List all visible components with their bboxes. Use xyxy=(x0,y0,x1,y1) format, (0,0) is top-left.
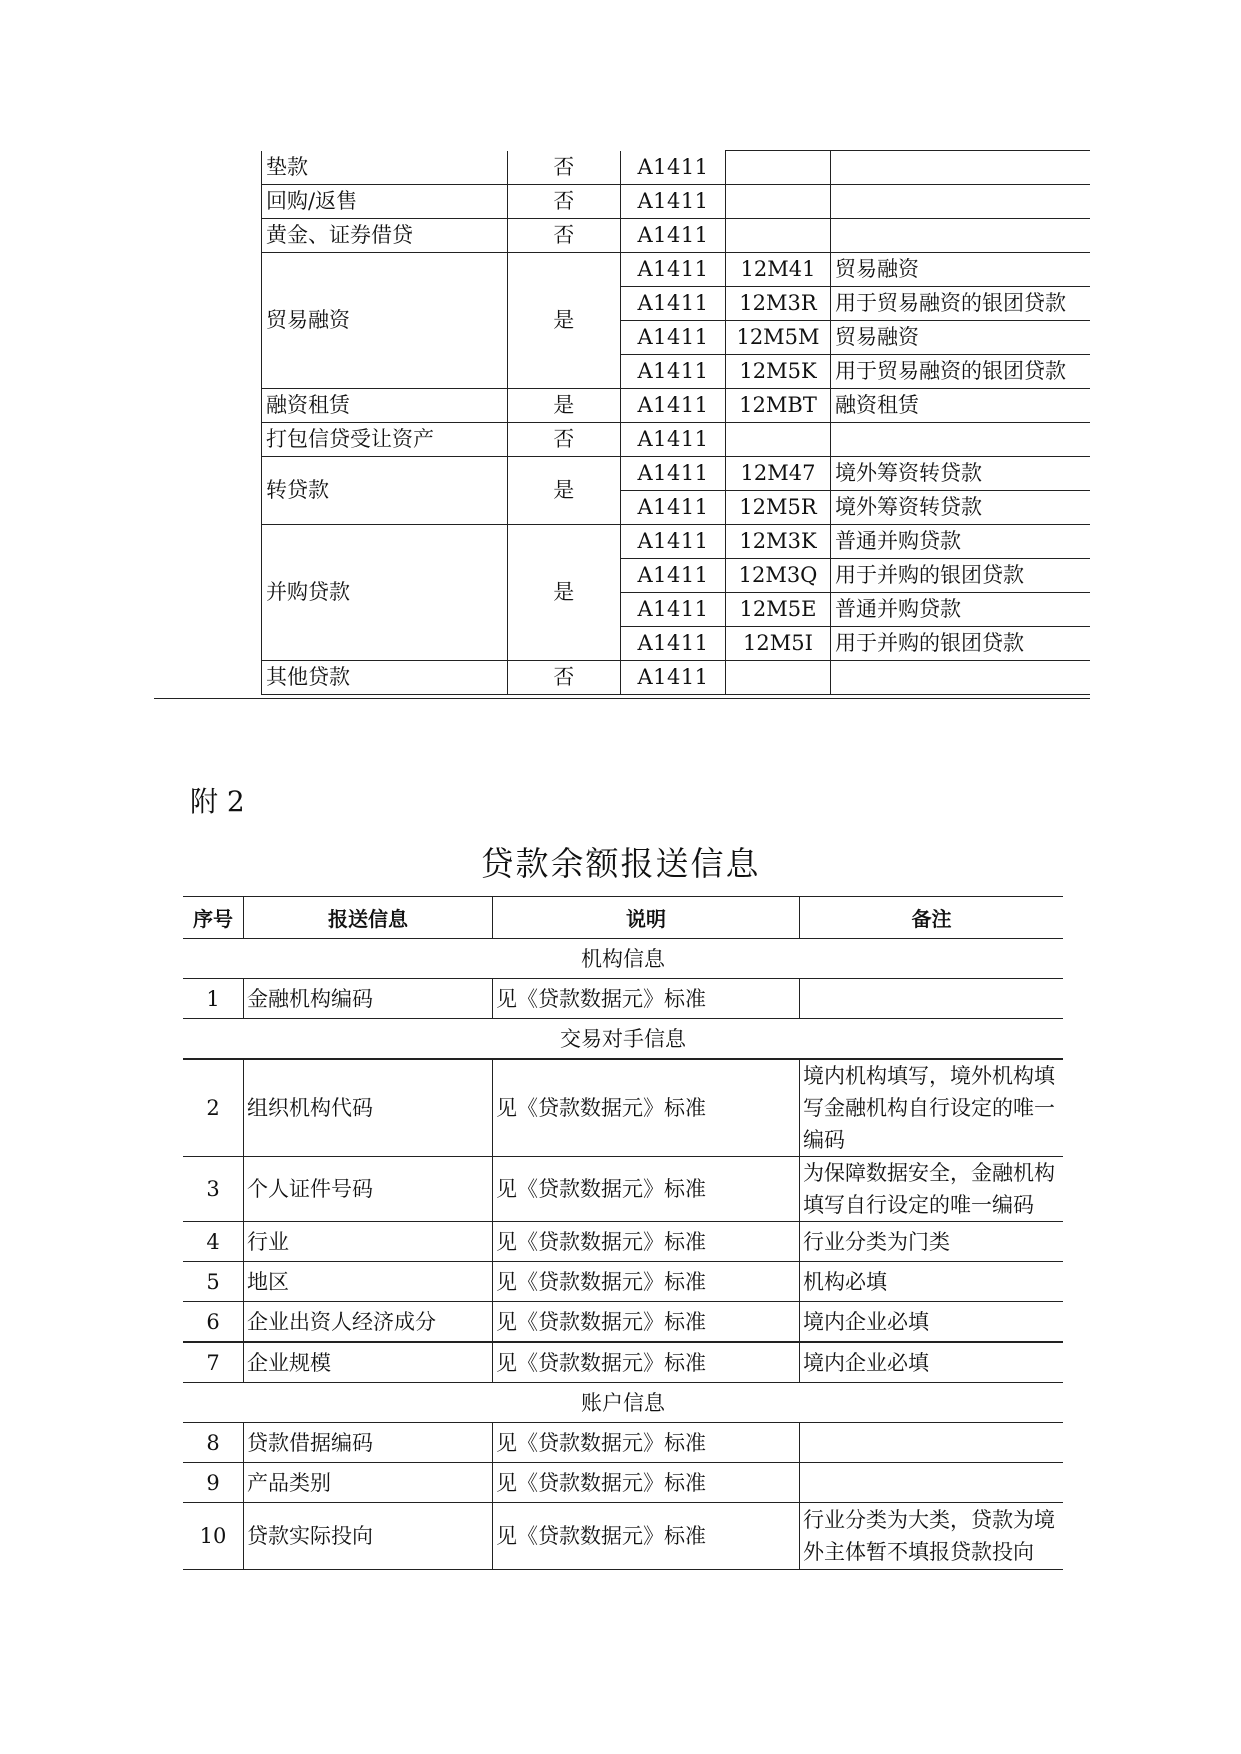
table-row xyxy=(183,1342,1063,1383)
table-row xyxy=(154,423,1090,457)
section-row xyxy=(183,1383,1063,1423)
table-row xyxy=(154,661,1090,695)
account-code: A1411 xyxy=(621,593,726,627)
sub-code: 12M5K xyxy=(726,355,831,389)
header-note: 备注 xyxy=(800,897,1064,939)
category-name: 并购贷款 xyxy=(262,525,508,661)
row-desc: 见《贷款数据元》标准 xyxy=(493,1503,800,1570)
row-item: 企业出资人经济成分 xyxy=(244,1302,493,1343)
row-note: 行业分类为大类，贷款为境外主体暂不填报贷款投向 xyxy=(800,1503,1064,1570)
account-code: A1411 xyxy=(621,491,726,525)
sub-desc: 融资租赁 xyxy=(831,389,1091,423)
table-row xyxy=(183,1423,1063,1463)
category-flag: 是 xyxy=(508,389,621,423)
section-title: 机构信息 xyxy=(183,939,1063,979)
sub-desc: 普通并购贷款 xyxy=(831,593,1091,627)
row-no: 7 xyxy=(183,1342,244,1383)
row-no: 9 xyxy=(183,1463,244,1503)
row-note xyxy=(800,1463,1064,1503)
table-row xyxy=(154,185,1090,219)
sub-code: 12M5R xyxy=(726,491,831,525)
sub-code: 12M5E xyxy=(726,593,831,627)
account-code: A1411 xyxy=(621,151,726,185)
sub-code xyxy=(726,185,831,219)
row-item: 个人证件号码 xyxy=(244,1157,493,1222)
table-row xyxy=(183,979,1063,1019)
category-name: 垫款 xyxy=(262,151,508,185)
category-flag: 否 xyxy=(508,151,621,185)
category-name: 转贷款 xyxy=(262,457,508,525)
account-code: A1411 xyxy=(621,457,726,491)
account-code: A1411 xyxy=(621,661,726,695)
sub-code: 12M5I xyxy=(726,627,831,661)
table-row xyxy=(183,1059,1063,1157)
category-flag: 是 xyxy=(508,253,621,389)
row-no: 5 xyxy=(183,1262,244,1302)
sub-desc: 贸易融资 xyxy=(831,321,1091,355)
sub-desc xyxy=(831,423,1091,457)
sub-desc xyxy=(831,661,1091,695)
report-info-table xyxy=(183,896,1063,1570)
row-desc: 见《贷款数据元》标准 xyxy=(493,1262,800,1302)
category-name: 回购/返售 xyxy=(262,185,508,219)
sub-code: 12M47 xyxy=(726,457,831,491)
row-no: 6 xyxy=(183,1302,244,1343)
row-item: 组织机构代码 xyxy=(244,1059,493,1157)
table-row xyxy=(183,1222,1063,1262)
sub-desc: 用于并购的银团贷款 xyxy=(831,627,1091,661)
row-item: 企业规模 xyxy=(244,1342,493,1383)
sub-desc: 境外筹资转贷款 xyxy=(831,491,1091,525)
account-code: A1411 xyxy=(621,219,726,253)
row-no: 3 xyxy=(183,1157,244,1222)
sub-desc: 普通并购贷款 xyxy=(831,525,1091,559)
row-note: 行业分类为门类 xyxy=(800,1222,1064,1262)
table-row xyxy=(154,219,1090,253)
section-title: 交易对手信息 xyxy=(183,1019,1063,1060)
header-desc: 说明 xyxy=(493,897,800,939)
section-row xyxy=(183,1019,1063,1060)
sub-code xyxy=(726,219,831,253)
row-no: 10 xyxy=(183,1503,244,1570)
sub-code: 12M3R xyxy=(726,287,831,321)
account-code: A1411 xyxy=(621,423,726,457)
category-flag: 否 xyxy=(508,219,621,253)
header-item: 报送信息 xyxy=(244,897,493,939)
row-desc: 见《贷款数据元》标准 xyxy=(493,979,800,1019)
sub-desc xyxy=(831,151,1091,185)
sub-code: 12M41 xyxy=(726,253,831,287)
page-title: 贷款余额报送信息 xyxy=(480,844,761,883)
category-name: 融资租赁 xyxy=(262,389,508,423)
section-row xyxy=(183,939,1063,979)
sub-desc: 用于贸易融资的银团贷款 xyxy=(831,355,1091,389)
account-code: A1411 xyxy=(621,525,726,559)
row-item: 行业 xyxy=(244,1222,493,1262)
category-flag: 是 xyxy=(508,457,621,525)
sub-code: 12M3Q xyxy=(726,559,831,593)
sub-code xyxy=(726,661,831,695)
table-header-row xyxy=(183,897,1063,939)
section-title: 账户信息 xyxy=(183,1383,1063,1423)
row-no: 2 xyxy=(183,1059,244,1157)
row-desc: 见《贷款数据元》标准 xyxy=(493,1059,800,1157)
sub-code xyxy=(726,151,831,185)
table-row xyxy=(183,1463,1063,1503)
row-desc: 见《贷款数据元》标准 xyxy=(493,1302,800,1343)
row-desc: 见《贷款数据元》标准 xyxy=(493,1222,800,1262)
row-note: 为保障数据安全，金融机构填写自行设定的唯一编码 xyxy=(800,1157,1064,1222)
sub-code xyxy=(726,423,831,457)
row-note: 境内机构填写，境外机构填写金融机构自行设定的唯一编码 xyxy=(800,1059,1064,1157)
table-row xyxy=(183,1302,1063,1343)
table-row xyxy=(183,1503,1063,1570)
account-code: A1411 xyxy=(621,355,726,389)
row-no: 4 xyxy=(183,1222,244,1262)
sub-code: 12M3K xyxy=(726,525,831,559)
row-item: 贷款实际投向 xyxy=(244,1503,493,1570)
category-name: 贸易融资 xyxy=(262,253,508,389)
account-code: A1411 xyxy=(621,389,726,423)
sub-desc xyxy=(831,185,1091,219)
row-note xyxy=(800,1423,1064,1463)
sub-desc: 用于并购的银团贷款 xyxy=(831,559,1091,593)
row-note xyxy=(800,979,1064,1019)
account-code: A1411 xyxy=(621,185,726,219)
row-item: 产品类别 xyxy=(244,1463,493,1503)
table-row xyxy=(154,253,1090,287)
header-no: 序号 xyxy=(183,897,244,939)
row-desc: 见《贷款数据元》标准 xyxy=(493,1423,800,1463)
category-name: 打包信贷受让资产 xyxy=(262,423,508,457)
row-note: 机构必填 xyxy=(800,1262,1064,1302)
category-flag: 否 xyxy=(508,423,621,457)
row-desc: 见《贷款数据元》标准 xyxy=(493,1463,800,1503)
row-item: 贷款借据编码 xyxy=(244,1423,493,1463)
account-code: A1411 xyxy=(621,321,726,355)
row-item: 地区 xyxy=(244,1262,493,1302)
table-row xyxy=(154,457,1090,491)
appendix-label: 附 2 xyxy=(190,785,245,818)
account-code: A1411 xyxy=(621,559,726,593)
sub-desc xyxy=(831,219,1091,253)
row-item: 金融机构编码 xyxy=(244,979,493,1019)
category-flag: 否 xyxy=(508,185,621,219)
row-note: 境内企业必填 xyxy=(800,1342,1064,1383)
table-row xyxy=(154,525,1090,559)
account-code: A1411 xyxy=(621,287,726,321)
row-desc: 见《贷款数据元》标准 xyxy=(493,1157,800,1222)
row-no: 1 xyxy=(183,979,244,1019)
loan-category-table xyxy=(154,150,1090,695)
sub-code: 12M5M xyxy=(726,321,831,355)
sub-desc: 贸易融资 xyxy=(831,253,1091,287)
table-bottom-rule xyxy=(154,698,1090,699)
sub-desc: 用于贸易融资的银团贷款 xyxy=(831,287,1091,321)
row-no: 8 xyxy=(183,1423,244,1463)
table-row xyxy=(183,1157,1063,1222)
row-desc: 见《贷款数据元》标准 xyxy=(493,1342,800,1383)
table-row xyxy=(154,389,1090,423)
row-note: 境内企业必填 xyxy=(800,1302,1064,1343)
category-flag: 否 xyxy=(508,661,621,695)
account-code: A1411 xyxy=(621,627,726,661)
sub-desc: 境外筹资转贷款 xyxy=(831,457,1091,491)
sub-code: 12MBT xyxy=(726,389,831,423)
category-name: 其他贷款 xyxy=(262,661,508,695)
category-flag: 是 xyxy=(508,525,621,661)
category-name: 黄金、证券借贷 xyxy=(262,219,508,253)
table-row xyxy=(154,151,1090,185)
table-row xyxy=(183,1262,1063,1302)
account-code: A1411 xyxy=(621,253,726,287)
